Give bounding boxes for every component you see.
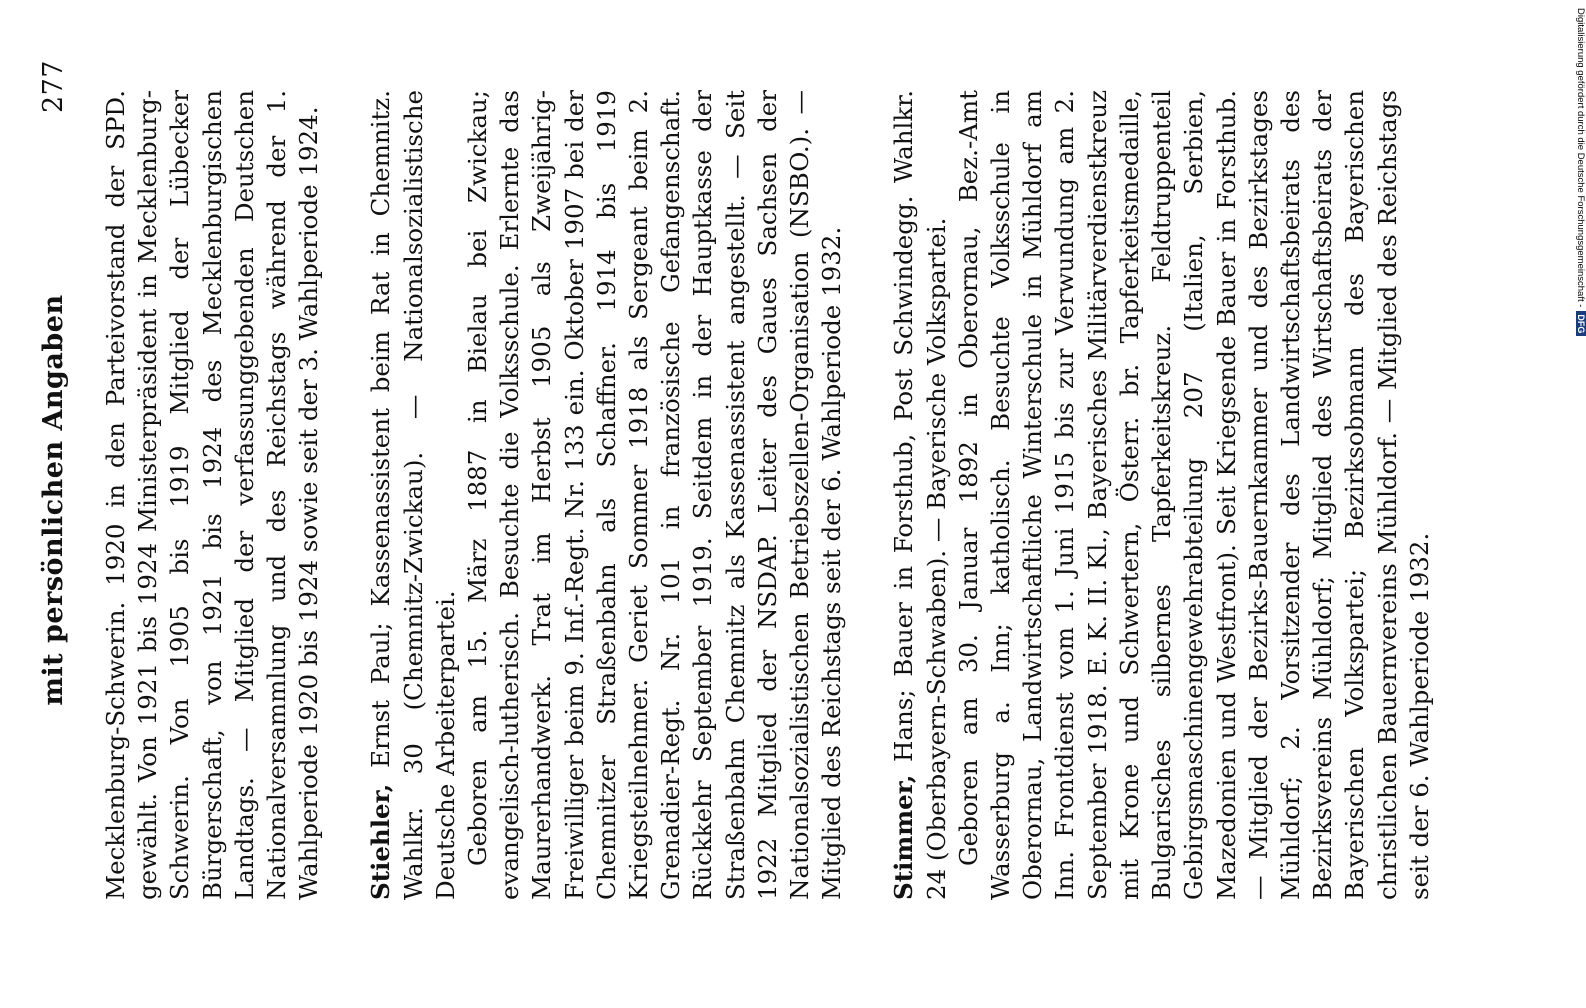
running-title: mit persönlichen Angaben xyxy=(38,294,69,706)
entry-continuation xyxy=(100,90,325,900)
funding-note xyxy=(1566,8,1586,1008)
entry-name: Stiehler, xyxy=(366,783,396,900)
entry-biography xyxy=(462,90,848,900)
funding-text: Digitalisierung gefördert durch die Deutsche Forschungsgemeinschaft - xyxy=(1575,8,1586,308)
entry-stimmer xyxy=(888,90,952,900)
biography-text: Geboren am 30. Januar 1892 in Oberornau, Bez.-Amt Wasserburg a. Inn; katholisch. Besuchte Volksschule in Oberornau, Landwirtschaftliche Winterschule in Mühldorf am Inn. Frontdienst vom 1. Juni 1915 bis zur Verwundung am 2. September 1918. E. K. II. Kl., Bayerisches Militärverdienstkreuz mit Krone und Schwertern, Österr. br. Tapferkeitsmedaille, Bulgarisches silbernes Tapferkeitskreuz. Feldtruppenteil Gebirgsmaschinengewehrabteilung 207 (Italien, Serbien, Mazedonien und Westfront). Seit Kriegsende Bauer in Forsthub. — Mitglied der Bezirks-Bauernkammer und des Bezirkstages Mühldorf; 2. Vorsitzender des Landwirtschaftsbeirats des Bezirksvereins Mühldorf; Mitglied des Wirtschaftsbeirats der Bayerischen Volkspartei; Bezirksobmann des Bayerischen christlichen Bauernvereins Mühldorf. — Mitglied des Reichstags seit der 6. Wahlperiode 1932. xyxy=(953,90,1434,900)
entry-summary: Ernst Paul; Kassenassistent beim Rat in Chemnitz. Wahlkr. 30 (Chemnitz-Zwickau). — Nationalsozialistische Deutsche Arbeiterpartei. xyxy=(366,90,460,900)
body-text xyxy=(100,90,1436,900)
continuation-text: Mecklenburg-Schwerin. 1920 in den Parteivorstand der SPD. gewählt. Von 1921 bis 1924 Ministerpräsident in Mecklenburg-Schwerin. Von 1905 bis 1919 Mitglied der Lübecker Bürgerschaft, von 1921 bis 1924 des Mecklenburgischen Landtags. — Mitglied der verfassunggebenden Deutschen Nationalversammlung und des Reichstags während der 1. Wahlperiode 1920 bis 1924 sowie seit der 3. Wahlperiode 1924. xyxy=(101,90,324,900)
biography-text: Geboren am 15. März 1887 in Bielau bei Zwickau; evangelisch-lutherisch. Besuchte die Volksschule. Erlernte das Maurerhandwerk. Trat im Herbst 1905 als Zweijährig-Freiwilliger beim 9. Inf.-Regt. Nr. 133 ein. Oktober 1907 bei der Chemnitzer Straßenbahn als Schaffner. 1914 bis 1919 Kriegsteilnehmer. Geriet Sommer 1918 als Sergeant beim 2. Grenadier-Regt. Nr. 101 in französische Gefangenschaft. Rückkehr September 1919. Seitdem in der Hauptkasse der Straßenbahn Chemnitz als Kassenassistent angestellt. — Seit 1922 Mitglied der NSDAP. Leiter des Gaues Sachsen der Nationalsozialistischen Betriebszellen-Organisation (NSBO.). — Mitglied des Reichstags seit der 6. Wahlperiode 1932. xyxy=(463,90,847,900)
entry-biography xyxy=(953,90,1436,900)
entry-name: Stimmer, xyxy=(889,774,919,900)
page-number: 277 xyxy=(38,60,69,114)
entry-summary: Hans; Bauer in Forsthub, Post Schwindegg. Wahlkr. 24 (Oberbayern-Schwaben). — Bayerische Volkspartei. xyxy=(889,90,951,900)
running-header xyxy=(38,60,78,940)
dfg-logo: DFG xyxy=(1576,311,1586,336)
entry-stiehler xyxy=(365,90,462,900)
